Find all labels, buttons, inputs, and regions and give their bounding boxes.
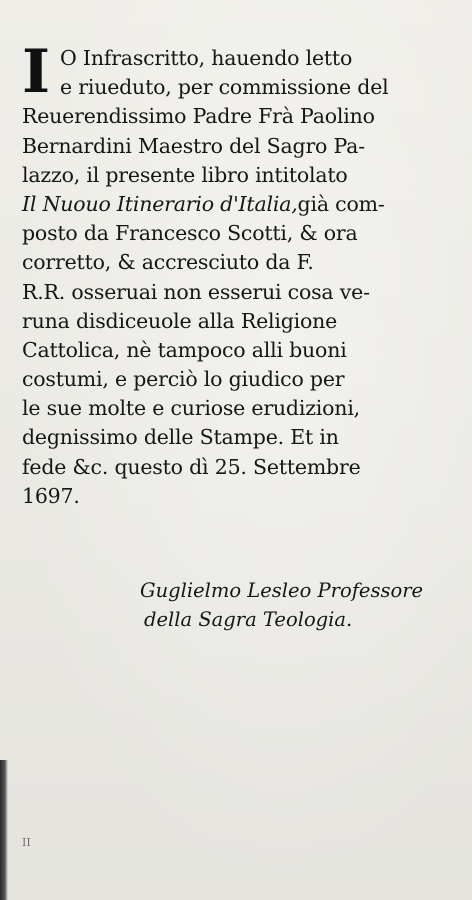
signature-name: Guglielmo Lesleo Professore (140, 579, 424, 602)
text-line-13: le sue molte e curiose erudizioni, (22, 396, 360, 421)
bleed-through-text (230, 540, 460, 574)
text-line-6-rest: già com- (297, 191, 385, 216)
book-title: Il Nuouo Itinerario d'Italia, (22, 191, 298, 216)
text-line-16: 1697. (22, 483, 80, 508)
text-line-3: Reuerendissimo Padre Frà Paolino (22, 104, 375, 129)
text-line-15: fede &c. questo dì 25. Settembre (22, 454, 361, 479)
text-line-6 (22, 190, 422, 219)
approval-text (22, 37, 422, 511)
binding-edge (0, 760, 8, 900)
text-line-10: runa disdiceuole alla Religione (22, 308, 338, 333)
page-mark: II (22, 836, 31, 849)
text-line-8: corretto, & accresciuto da F. (22, 250, 314, 275)
signature-title: della Sagra Teologia. (144, 608, 353, 631)
text-line-7: posto da Francesco Scotti, & ora (22, 221, 358, 246)
text-line-1: O Infrascritto, hauendo letto (60, 46, 353, 70)
signature-block (140, 576, 440, 634)
drop-cap: I (22, 37, 51, 107)
text-line-4: Bernardini Maestro del Sagro Pa- (22, 133, 365, 158)
text-line-2: e riueduto, per commissione del (60, 75, 389, 100)
text-line-12: costumi, e perciò lo giudico per (22, 367, 345, 392)
text-line-11: Cattolica, nè tampoco alli buoni (22, 337, 347, 362)
text-line-9: R.R. osseruai non esserui cosa ve- (22, 279, 370, 304)
text-line-14: degnissimo delle Stampe. Et in (22, 425, 339, 450)
text-line-5: lazzo, il presente libro intitolato (22, 162, 348, 187)
